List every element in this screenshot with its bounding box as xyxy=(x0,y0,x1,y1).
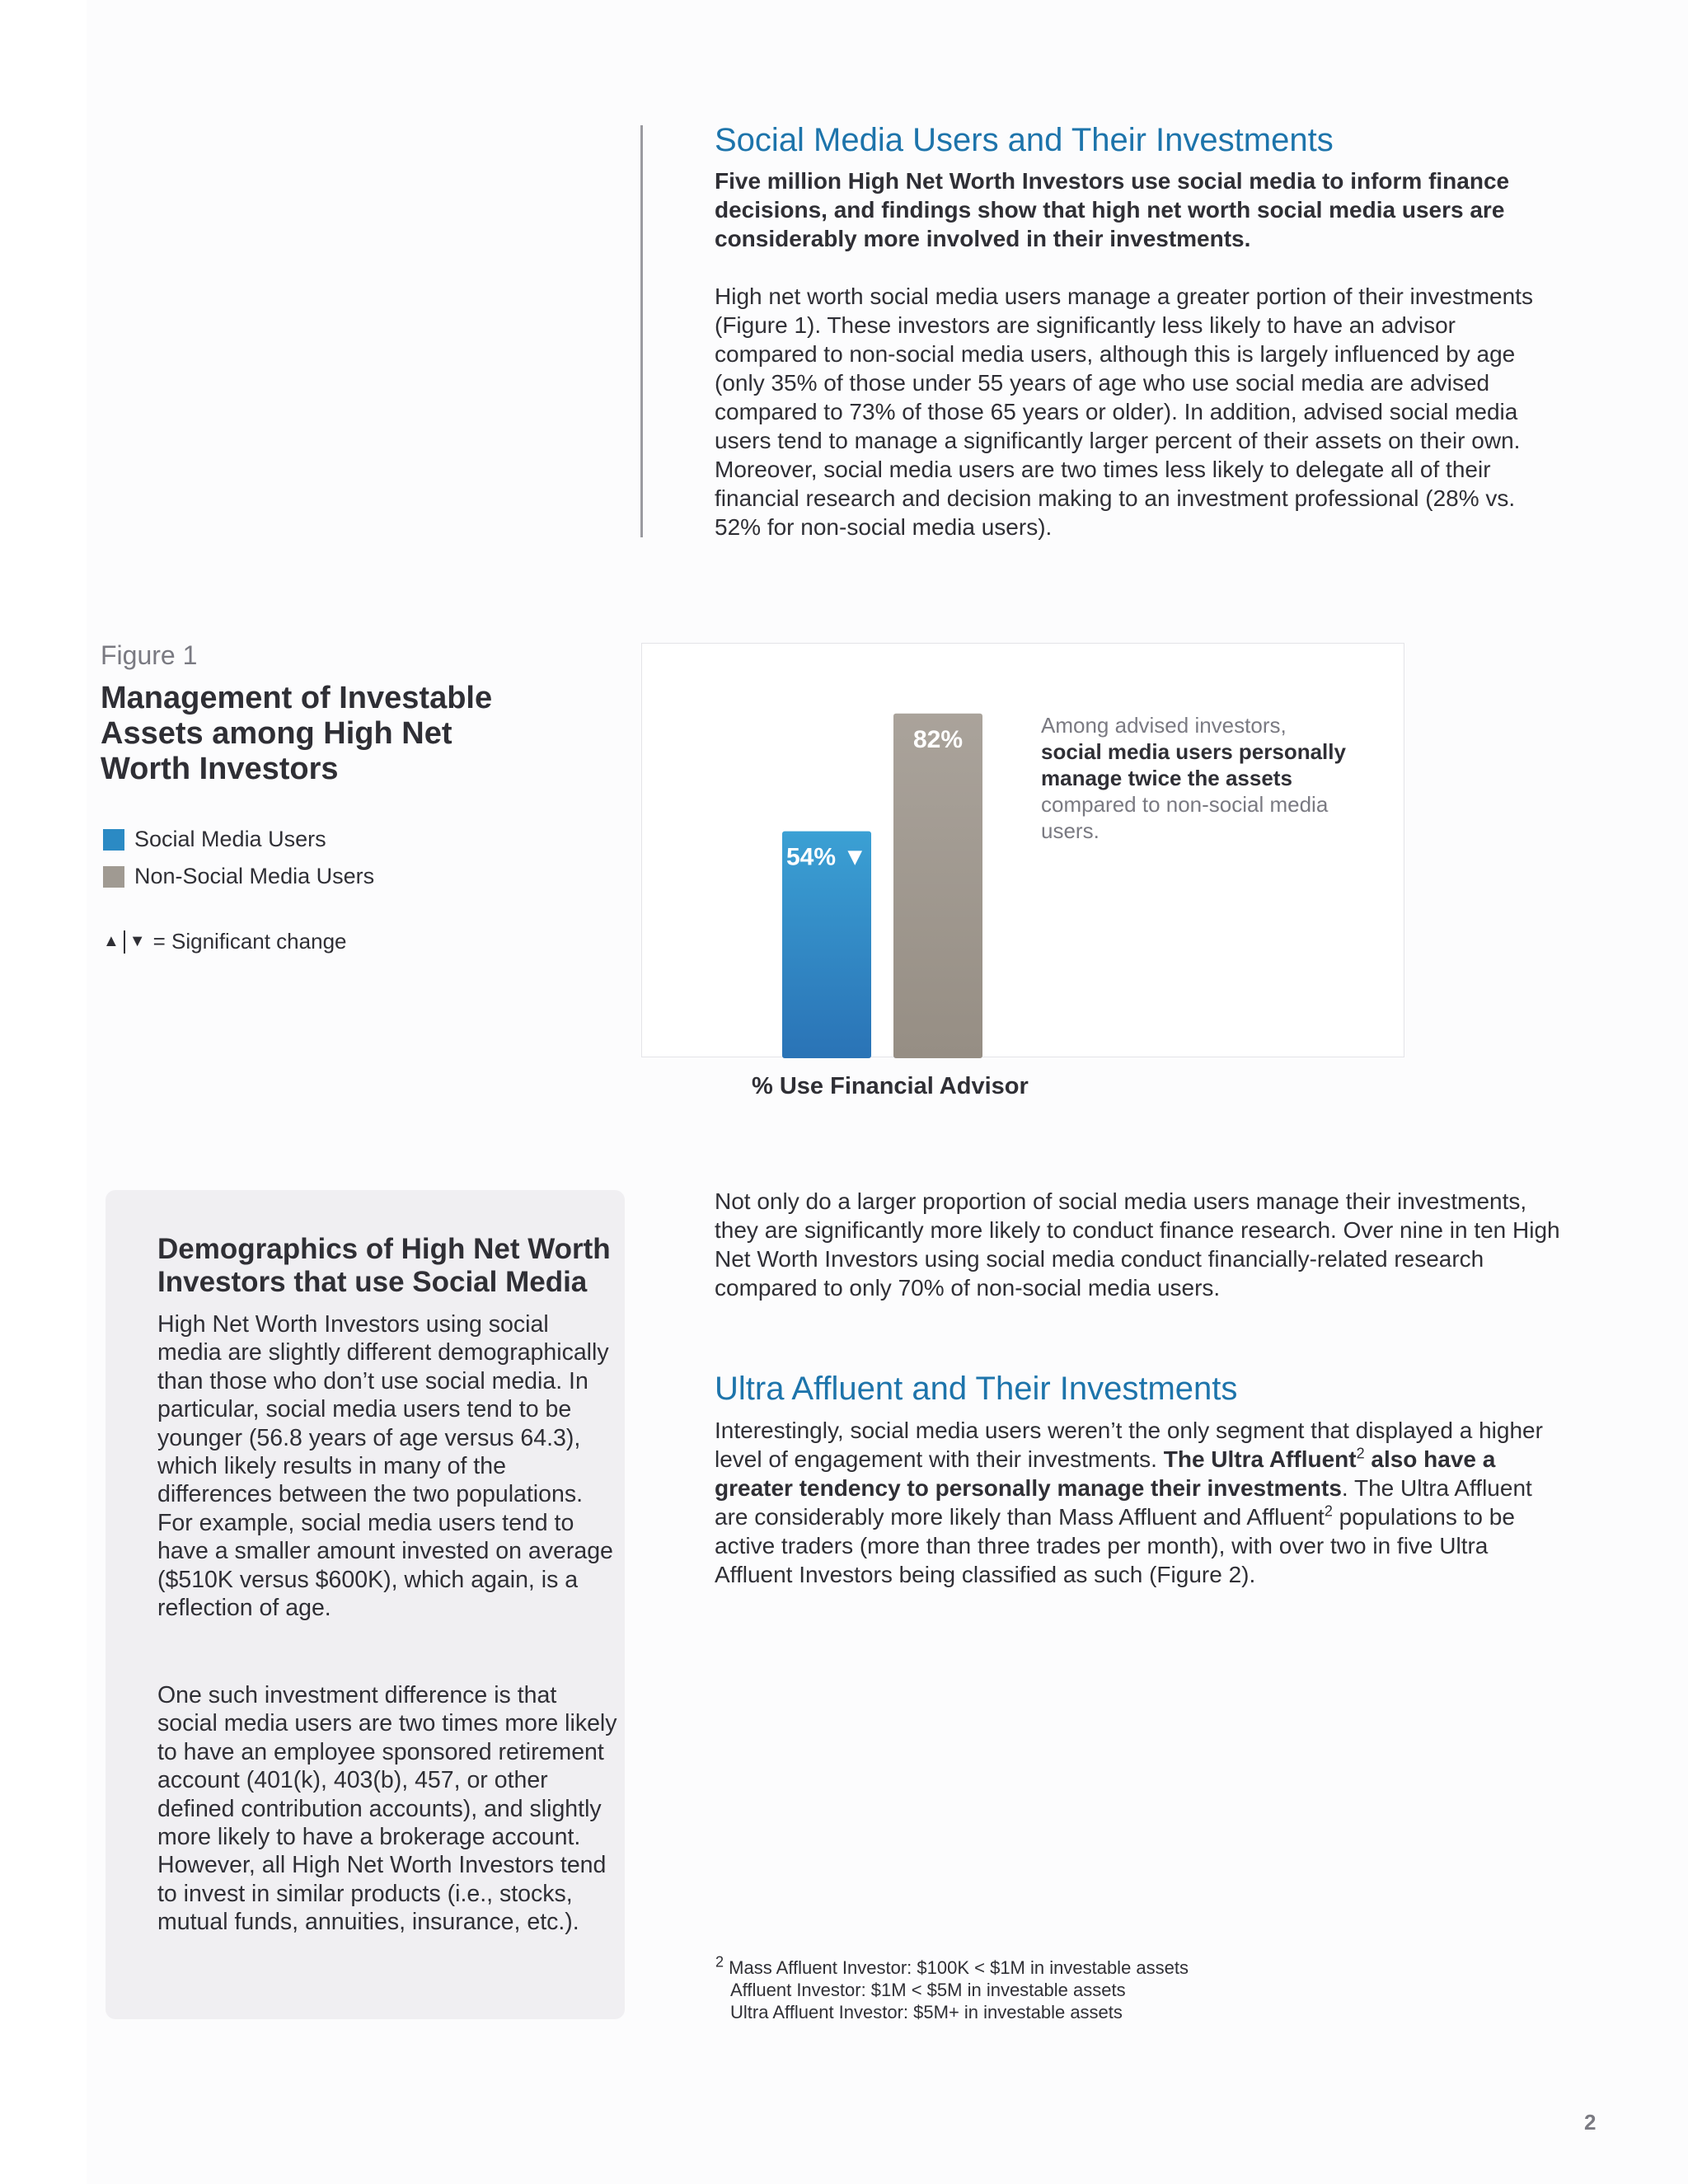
footnote-ref-1: 2 xyxy=(1356,1445,1365,1462)
footnote-ref-2: 2 xyxy=(1324,1502,1333,1520)
annotation-text-1: Among advised investors, xyxy=(1041,713,1287,738)
legend-swatch-social-media xyxy=(103,829,124,851)
significance-note xyxy=(103,929,346,954)
ultra-bold-1: The Ultra Affluent xyxy=(1163,1446,1357,1472)
footnote-line-1: Mass Affluent Investor: $100K < $1M in investable assets xyxy=(729,1957,1189,1978)
sidebar-paragraph-1: High Net Worth Investors using social media are slightly different demographically than those who don’t use social media. In particular, social media users tend to be younger (56.8 years of age versus 64.3), which likely results in many of the differences between the two populations. For example, social media users tend to have a smaller amount invested on average ($510K versus $600K), which again, is a reflection of age. xyxy=(157,1311,613,1622)
footnote-marker: 2 xyxy=(715,1953,724,1971)
triangle-down-icon: ▼ xyxy=(129,932,146,950)
legend-label-non-social-media: Non-Social Media Users xyxy=(134,864,375,888)
section-body-paragraph: High net worth social media users manage a greater portion of their investments (Figure 1). These investors are significantly less likely to have an advisor compared to non-social media users, although this is largely influenced by age (only 35% of those under 55 years of age who use social media are advised compared to 73% of those 65 years or older). In addition, advised social media users tend to manage a significantly larger percent of their assets on their own. Moreover, social media users are two times less likely to delegate all of their financial research and decision making to an investment professional (28% vs. 52% for non-social media users). xyxy=(715,284,1533,540)
sidebar-paragraph-2: One such investment difference is that social media users are two times more likely to have an employee sponsored retirement account (401(k), 403(b), 457, or other defined contribution accounts), and slightly more likely to have a brokerage account. However, all High Net Worth Investors tend to invest in similar products (i.e., stocks, mutual funds, annuities, insurance, etc.). xyxy=(157,1682,617,1936)
ultra-text-1: Interestingly, social media users weren’t the only segment that displayed a higher level of engagement with their investments. xyxy=(715,1418,1543,1472)
ultra-bold-2: also have a greater tendency to personally manage their investments xyxy=(715,1446,1496,1501)
footnote-line-3: Ultra Affluent Investor: $5M+ in investable assets xyxy=(730,2002,1123,2022)
ultra-affluent-paragraph xyxy=(715,1416,1564,1589)
footnote xyxy=(715,1953,1189,2023)
legend-item-non-social-media xyxy=(103,858,374,895)
figure-title: Management of Investable Assets among High Net Worth Investors xyxy=(101,681,493,786)
vertical-divider xyxy=(640,125,643,537)
separator-bar xyxy=(124,930,125,954)
footnote-line xyxy=(715,1953,1189,1979)
annotation-bold-text: social media users personally manage twice the assets xyxy=(1041,739,1346,790)
annotation-text-2: compared to non-social media users. xyxy=(1041,792,1329,843)
legend-swatch-non-social-media xyxy=(103,866,124,888)
section-lead-paragraph: Five million High Net Worth Investors use social media to inform finance decisions, and findings show that high net worth social media users are considerably more involved in their investments. xyxy=(715,168,1510,251)
section-title-ultra-affluent: Ultra Affluent and Their Investments xyxy=(715,1371,1238,1407)
chart-annotation xyxy=(1041,712,1371,844)
bar-chart xyxy=(642,644,1405,1058)
significance-note-text: = Significant change xyxy=(152,929,347,954)
section-title-social-media: Social Media Users and Their Investments xyxy=(715,122,1334,158)
legend-item-social-media xyxy=(103,821,374,858)
ultra-text-3: populations to be active traders (more than three trades per month), with over two in five Ultra Affluent Investors being classified as such (Figure 2). xyxy=(715,1504,1515,1587)
footnote-line-2: Affluent Investor: $1M < $5M in investable assets xyxy=(730,1980,1126,2000)
ultra-text-2: . The Ultra Affluent are considerably more likely than Mass Affluent and Affluent xyxy=(715,1475,1532,1530)
sidebar-title: Demographics of High Net Worth Investors that use Social Media xyxy=(157,1233,611,1298)
bar-non-social-media xyxy=(893,714,982,1058)
page-number: 2 xyxy=(1584,2110,1597,2135)
figure-number: Figure 1 xyxy=(101,640,198,670)
chart-panel xyxy=(641,643,1404,1057)
triangle-up-icon: ▲ xyxy=(103,932,120,950)
data-label-social-media: 54% ▼ xyxy=(785,843,868,871)
x-axis-label: % Use Financial Advisor xyxy=(752,1073,1029,1099)
legend-label-social-media: Social Media Users xyxy=(134,827,326,851)
research-paragraph: Not only do a larger proportion of social media users manage their investments, they are significantly more likely to conduct finance research. Over nine in ten High Net Worth Investors using social media conduct financially-related research compared to only 70% of non-social media users. xyxy=(715,1188,1560,1301)
data-label-non-social-media: 82% xyxy=(912,725,964,753)
chart-legend xyxy=(103,821,374,895)
